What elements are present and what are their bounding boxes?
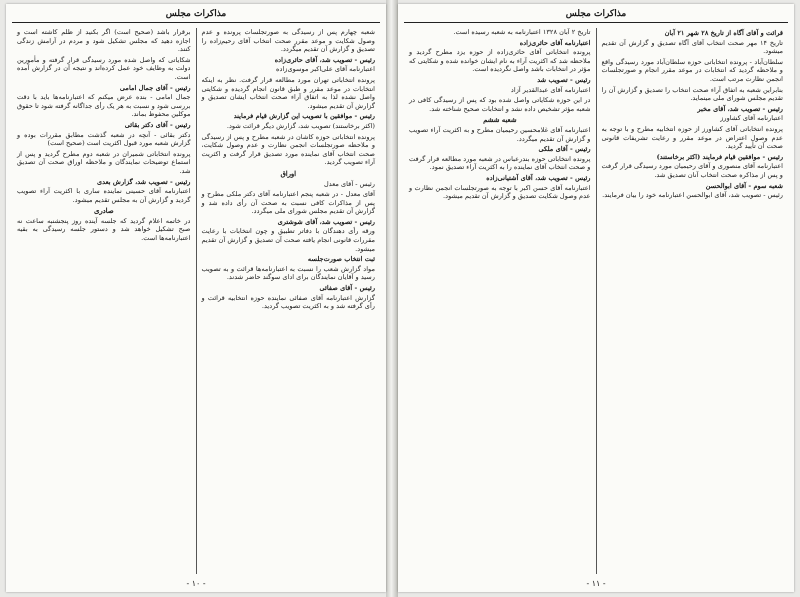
speaker-line: اعتبارنامه آقای حائری‌زاده	[519, 38, 591, 47]
page-number: - ۱۱ -	[586, 579, 606, 588]
paragraph: پرونده انتخاباتی شمیران در شعبه دوم مطرح گردید و پس از استماع توضیحات نمایندگان و ملاحظه اوراق صحت آن تصدیق شد.	[17, 149, 191, 175]
speaker-line: رئیس - تصویب شد	[537, 75, 591, 84]
speaker-line: رئیس - موافقین با تصویب این گزارش قیام فرمایند	[233, 112, 375, 121]
header-rule	[404, 22, 788, 23]
speaker-line: رئیس - موافقین قیام فرمایند (اکثر برخاستند)	[656, 152, 783, 161]
speaker-line: رئیس - تصویب شد، آقای آشتیانی‌زاده	[486, 173, 591, 182]
page-number: - ۱۰ -	[186, 579, 206, 588]
speaker-line: شعبه سوم - آقای ابوالحسن	[705, 181, 783, 190]
speaker-line: رئیس - تصویب شد، آقای حائری‌زاده	[274, 55, 375, 64]
paragraph: اعتبارنامه آقای غلامحسین رحیمیان مطرح و به اکثریت آراء تصویب و گزارش آن تقدیم میگردد.	[409, 125, 591, 143]
section-heading: صادری	[94, 207, 114, 216]
paragraph: پرونده انتخاباتی حوزه کاشان در شعبه مطرح و پس از رسیدگی و ملاحظه صورتجلسات انجمن نظارت و عدم وصول شکایت، صحت انتخاب آقای نماینده مورد تصدیق قرار گرفت و اکثریت آراء تصویب گردید.	[201, 132, 375, 167]
left-page-column-right	[197, 28, 381, 574]
left-page	[6, 4, 386, 592]
paragraph: ورقه رأی دهندگان با دفاتر تطبیق و چون انتخابات با رعایت مقررات قانونی انجام یافته صحت آن تصدیق و گزارش آن تقدیم میشود.	[201, 227, 375, 253]
paragraph: بنابراین شعبه به اتفاق آراء صحت انتخاب را تصدیق و گزارش آن را تقدیم مجلس شورای ملی مینماید.	[601, 85, 783, 103]
paragraph: جمال امامی - بنده عرض میکنم که اعتبارنامه‌ها باید با دقت بررسی شود و نسبت به‌ هر یک رأی جداگانه گرفته شود تا حقوق موکلین محفوظ بماند.	[17, 93, 191, 119]
paragraph: اعتبارنامه آقای حسن اکبر با توجه به صورتجلسات انجمن نظارت و عدم وصول شکایت تصدیق و گزارش آن تقدیم میشود.	[409, 183, 591, 201]
page-header: مذاکرات مجلس	[565, 9, 627, 19]
speaker-line: ثبت انتخاب صورت‌جلسه	[307, 255, 375, 264]
paragraph: شکایاتی که واصل شده مورد رسیدگی قرار گرفته و مأمورین دولت به وظایف خود عمل کرده‌اند و نتیجه آن در گزارش آمده است.	[17, 55, 191, 81]
header-rule	[12, 22, 380, 23]
paragraph: تاریخ ۱۴ مهر صحت انتخاب آقای آگاه تصدیق و گزارش آن تقدیم میشود.	[601, 38, 783, 56]
speaker-line: رئیس - آقای ملکی	[538, 145, 591, 154]
section-heading: شعبه ششم	[483, 116, 517, 125]
speaker-line: رئیس - تصویب شد، آقای شوشتری	[277, 217, 375, 226]
right-page-column-left	[404, 28, 597, 574]
speaker-line: رئیس - آقای دکتر بقائی	[124, 120, 191, 129]
paragraph: شعبه چهارم پس از رسیدگی به‌ صورتجلسات پرونده و عدم وصول شکایت و موعد مقرر صحت انتخاب آقای رحیم‌زاده را تصدیق و گزارش آن‌ تقدیم میگردد.	[201, 28, 375, 54]
right-page-column-right	[597, 28, 789, 574]
paragraph: آقای معدل - در شعبه پنجم اعتبارنامه آقای دکتر ملکی مطرح و پس از مذاکرات کافی نسبت به‌ صحت آن رأی داده شد و گزارش آن تقدیم مجلس شورای ملی میگردد.	[201, 190, 375, 216]
paragraph: دکتر بقائی - آنچه در شعبه گذشت مطابق مقررات بوده و گزارش شعبه مورد قبول اکثریت است (صحیح است)	[17, 130, 191, 148]
paragraph: تاریخ ۲ آبان ۱۳۲۸ اعتبارنامه به شعبه رسیده است.	[453, 28, 591, 36]
left-page-column-left	[12, 28, 197, 574]
section-heading: اوراق	[280, 169, 297, 178]
speaker-line: رئیس - آقای جمال امامی	[119, 83, 191, 92]
speaker-line: رئیس - تصویب شد، آقای مخبر	[697, 104, 783, 113]
right-page	[398, 4, 794, 592]
paragraph: (اکثر برخاستند) تصویب شد، گزارش دیگر قرائت شود.	[226, 121, 375, 130]
book-spine	[386, 0, 398, 597]
left-page-columns	[12, 28, 380, 574]
paragraph: پرونده انتخاباتی تهران مورد مطالعه قرار گرفت. نظر به اینکه انتخابات در موعد مقرر و طبق قانون انجام گردیده و شکایتی واصل نشده لذا به‌ اتفاق آراء صحت انتخاب ایشان تصدیق و گزارش آن تقدیم میشود.	[201, 75, 375, 110]
paragraph: اعتبارنامه آقای حسینی نماینده ساری با اکثریت آراء تصویب گردید و گزارش آن به مجلس تقدیم میشود.	[17, 187, 191, 204]
paragraph: رئیس - آقای معدل	[323, 179, 375, 188]
speaker-line: قرائت و آقای آگاه از تاریخ ۲۸ شهر ۲۱ آبان	[664, 29, 783, 37]
paragraph: در این حوزه شکایاتی واصل شده بود که پس از رسیدگی کافی در شعبه مؤثر تشخیص داده نشد و انتخابات صحیح شناخته شد.	[409, 96, 591, 113]
paragraph: در خاتمه اعلام گردید که جلسه آینده روز پنجشنبه ساعت نه صبح تشکیل خواهد شد و دستور جلسه رسیدگی به بقیه اعتبارنامه‌ها است.	[17, 216, 191, 243]
paragraph: اعتبارنامه آقای علی‌اکبر موسوی‌زاده	[276, 65, 375, 74]
paragraph: پرونده انتخاباتی حوزه بندرعباس در شعبه مورد مطالعه قرار گرفت و صحت انتخاب آقای نماینده را به اکثریت آراء تصدیق نمود.	[409, 154, 591, 172]
right-page-columns	[404, 28, 788, 574]
paragraph: پرونده انتخاباتی آقای حائری‌زاده از حوزه یزد مطرح گردید و ملاحظه شد که اکثریت آراء به نام ایشان خوانده شده و شکایتی که مؤثر در انتخابات باشد واصل نگردیده است.	[409, 48, 591, 74]
page-header: مذاکرات مجلس	[165, 9, 227, 19]
paragraph: اعتبارنامه آقای کشاورز	[720, 114, 783, 123]
speaker-line: رئیس - تصویب شد، گزارش بعدی	[97, 177, 191, 186]
speaker-line: رئیس - آقای صفائی	[319, 284, 375, 293]
paragraph: سلطان‌آباد - پرونده انتخاباتی حوزه سلطان‌آباد مورد رسیدگی واقع و ملاحظه گردید که انتخابات در موعد مقرر انجام و صورتجلسات انجمن نظارت مرتب است.	[601, 57, 783, 83]
paragraph: گزارش اعتبارنامه آقای صفائی نماینده حوزه انتخابیه قرائت و رأی گرفته شد و به‌ اکثریت تصویب گردید.	[201, 293, 375, 311]
paragraph: برقرار باشد (صحیح است) اگر بکنید از ظلم کاشته است و اجازه دهید که مجلس تشکیل شود و مردم در آرامش زندگی کنند.	[17, 28, 191, 54]
paragraph: اعتبارنامه آقای منصوری و آقای رحیمیان مورد رسیدگی قرار گرفت و پس از مذاکره صحت انتخاب آنان تصدیق شد.	[601, 162, 783, 179]
paragraph: مواد گزارش شعب را نسبت به‌ اعتبارنامه‌ها قرائت و به‌ تصویب رسید و آقایان نمایندگان برای ادای سوگند حاضر شدند.	[201, 264, 375, 282]
paragraph: پرونده انتخاباتی آقای کشاورز از حوزه انتخابیه مطرح و با توجه به عدم وصول اعتراض در موعد مقرر و رعایت تشریفات قانونی صحت آن تأیید گردید.	[601, 124, 783, 151]
paragraph: اعتبارنامه آقای عبدالقدیر آزاد	[510, 85, 591, 94]
paragraph: رئیس - تصویب شد، آقای ابوالحسن اعتبارنامه خود را بیان فرمایند.	[602, 191, 783, 200]
